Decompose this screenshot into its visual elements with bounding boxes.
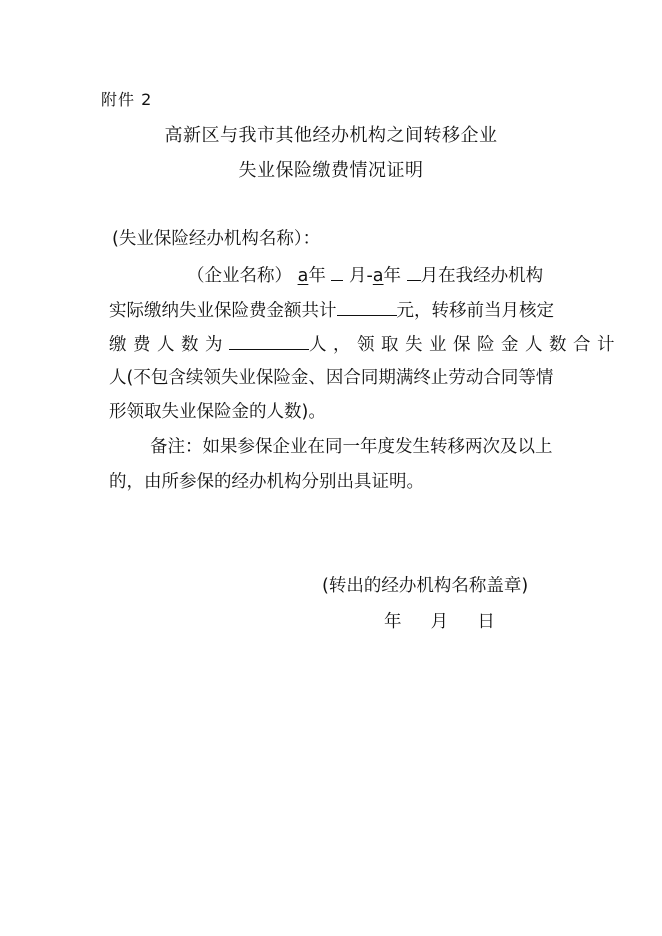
addressee-line: (失业保险经办机构名称）： [112,229,321,249]
body-line-3-suffix: 人，领取失业保险金人数合计 [309,335,621,355]
note-line-2: 的，由所参保的经办机构分别出具证明。 [109,472,424,492]
date-day-label: 日 [477,612,495,632]
start-month-blank [331,262,343,281]
document-title-line1: 高新区与我市其他经办机构之间转移企业 [164,125,498,146]
date-month-label: 月 [430,612,449,632]
body-line-1 [187,262,543,288]
body-line-3-prefix: 缴费人数为 [109,335,229,355]
headcount-blank [229,331,309,350]
document-title-line2: 失业保险缴费情况证明 [238,160,424,181]
date-line [384,608,495,633]
body-line-2-prefix: 实际缴纳失业保险费金额共计 [109,301,337,321]
end-month-blank [407,262,421,281]
start-year-value: a [297,266,309,286]
date-year-label: 年 [384,612,402,632]
body-line-2 [109,297,554,323]
end-year-value: a [372,266,384,286]
attachment-label: 附件 2 [101,90,153,109]
body-line-1-suffix: 月在我经办机构 [420,266,544,286]
body-line-5: 形领取失业保险金的人数)。 [109,402,326,422]
year-label-2: 年 [383,266,402,286]
note-line-1: 备注：如果参保企业在同一年度发生转移两次及以上 [150,437,553,457]
body-line-3 [109,331,621,357]
stamp-label: (转出的经办机构名称盖章) [322,576,529,596]
year-label-1: 年 [308,266,326,286]
amount-blank [337,297,397,316]
month-separator: 月- [348,266,373,286]
body-line-4: 人(不包含续领失业保险金、因合同期满终止劳动合同等情 [109,368,554,388]
body-line-2-suffix: 元，转移前当月核定 [396,301,554,321]
company-name-label: （企业名称） [187,266,292,286]
